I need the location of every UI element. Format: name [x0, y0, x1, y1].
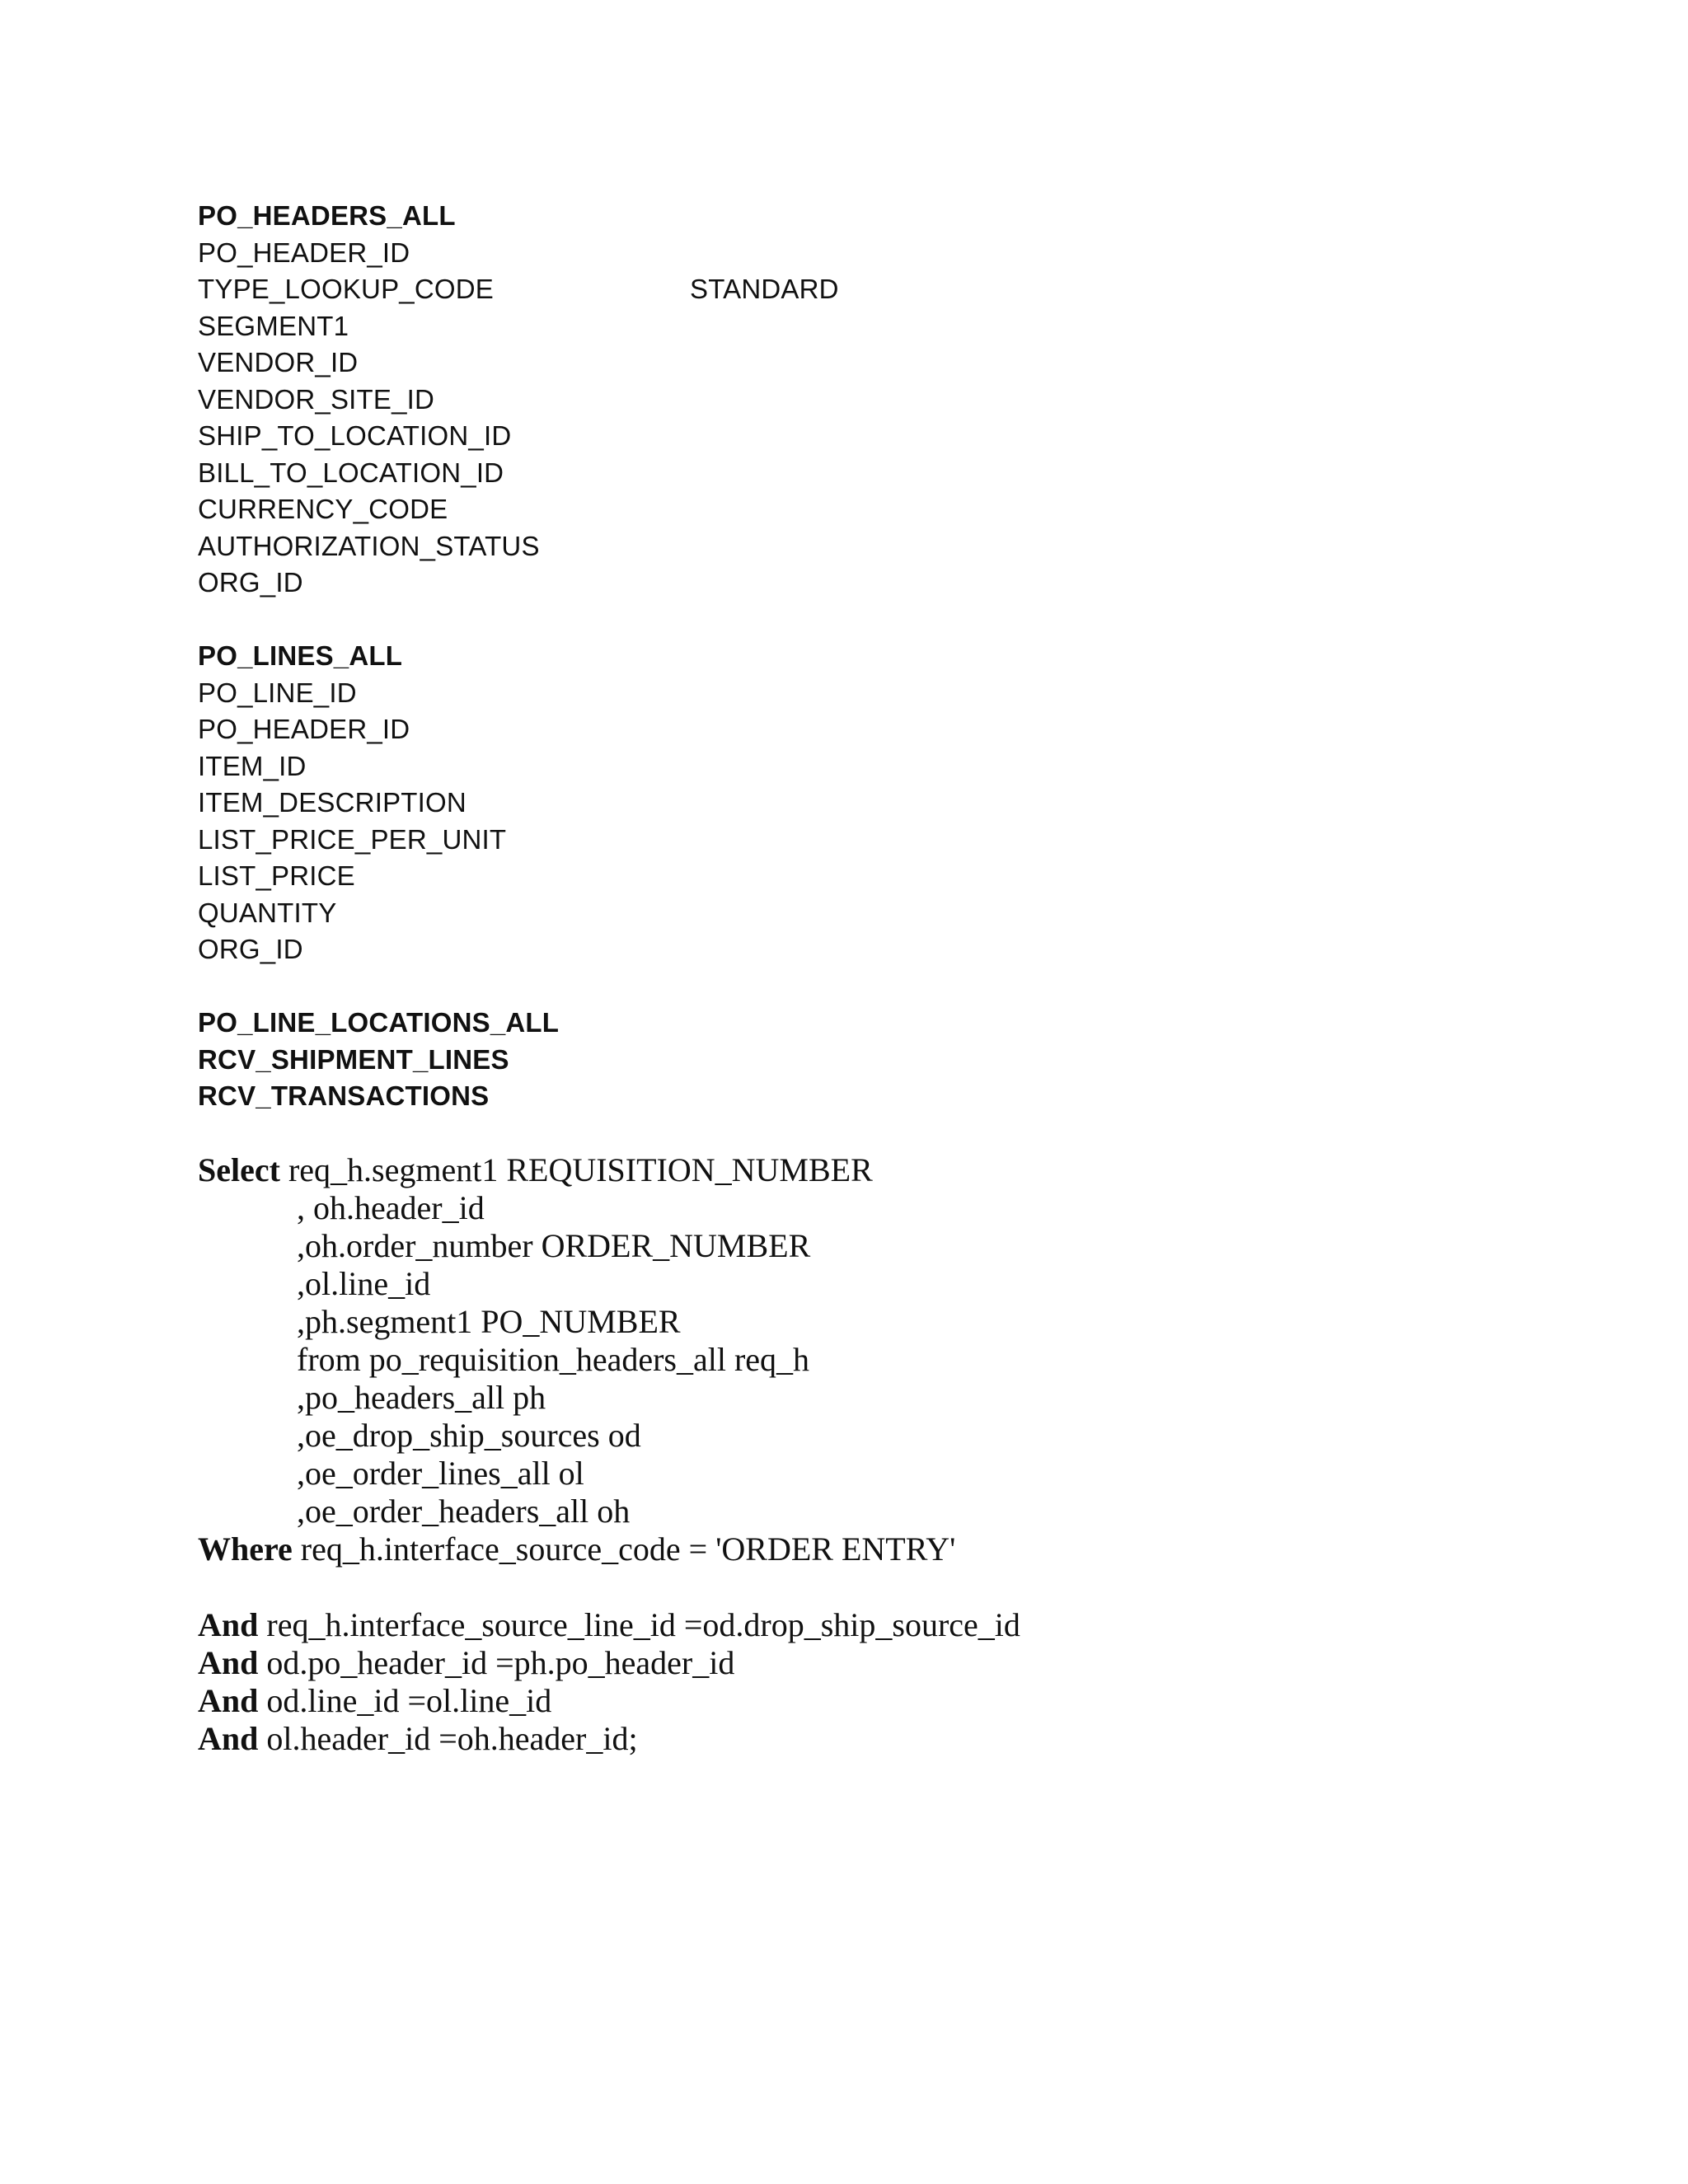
- table-title: PO_LINES_ALL: [198, 640, 403, 671]
- column-name: VENDOR_SITE_ID: [198, 383, 435, 415]
- sql-line: from po_requisition_headers_all req_h: [297, 1340, 810, 1378]
- sql-line: , oh.header_id: [297, 1188, 485, 1226]
- sql-line: ,ol.line_id: [297, 1264, 431, 1302]
- po-headers-all-block: [198, 198, 1484, 602]
- table-title: RCV_TRANSACTIONS: [198, 1080, 490, 1111]
- sql-and-line: [198, 1606, 1484, 1644]
- column-name: ITEM_DESCRIPTION: [198, 787, 467, 818]
- sql-line: ,po_headers_all ph: [297, 1378, 546, 1416]
- sql-line: ,oe_order_lines_all ol: [297, 1454, 584, 1492]
- column-name: BILL_TO_LOCATION_ID: [198, 457, 504, 488]
- sql-text: ol.header_id =oh.header_id;: [266, 1719, 638, 1757]
- column-name: SEGMENT1: [198, 310, 349, 341]
- sql-text: od.po_header_id =ph.po_header_id: [266, 1643, 735, 1681]
- sql-keyword: Where: [198, 1530, 293, 1568]
- column-value: STANDARD: [690, 274, 839, 304]
- column-name: ORG_ID: [198, 934, 303, 964]
- po-lines-all-block: [198, 638, 1484, 968]
- sql-keyword: And: [198, 1719, 259, 1757]
- sql-text: req_h.segment1 REQUISITION_NUMBER: [288, 1151, 873, 1188]
- sql-keyword: And: [198, 1643, 259, 1681]
- sql-line: ,oe_drop_ship_sources od: [297, 1416, 641, 1454]
- column-name: PO_HEADER_ID: [198, 237, 410, 268]
- sql-and-line: [198, 1682, 1484, 1720]
- column-name: PO_HEADER_ID: [198, 714, 410, 744]
- column-name: AUTHORIZATION_STATUS: [198, 530, 540, 561]
- column-name: QUANTITY: [198, 897, 337, 928]
- table-title: RCV_SHIPMENT_LINES: [198, 1043, 509, 1075]
- table-title: PO_HEADERS_ALL: [198, 200, 456, 231]
- column-name: ORG_ID: [198, 567, 303, 598]
- sql-and-line: [198, 1644, 1484, 1682]
- sql-keyword: And: [198, 1681, 259, 1719]
- column-name: CURRENCY_CODE: [198, 494, 448, 524]
- sql-line: ,oe_order_headers_all oh: [297, 1492, 631, 1530]
- other-tables-block: [198, 1005, 1484, 1115]
- column-name: ITEM_ID: [198, 750, 307, 781]
- sql-text: req_h.interface_source_line_id =od.drop_ship_source_id: [266, 1605, 1020, 1643]
- column-name: TYPE_LOOKUP_CODE STANDARD: [198, 271, 1484, 308]
- sql-select-line: [198, 1151, 1484, 1189]
- column-name: LIST_PRICE_PER_UNIT: [198, 823, 507, 855]
- sql-and-line: [198, 1720, 1484, 1758]
- sql-query-block: [198, 1151, 1484, 1758]
- sql-keyword: Select: [198, 1151, 280, 1188]
- column-name: PO_LINE_ID: [198, 677, 357, 708]
- sql-where-line: [198, 1530, 1484, 1568]
- table-title: PO_LINE_LOCATIONS_ALL: [198, 1007, 560, 1038]
- column-name: SHIP_TO_LOCATION_ID: [198, 420, 512, 451]
- column-name: LIST_PRICE: [198, 860, 355, 891]
- sql-line: ,ph.segment1 PO_NUMBER: [297, 1302, 681, 1340]
- column-name: VENDOR_ID: [198, 347, 359, 377]
- sql-keyword: And: [198, 1605, 259, 1643]
- sql-line: ,oh.order_number ORDER_NUMBER: [297, 1226, 811, 1264]
- document-page: [198, 198, 1484, 1758]
- sql-text: od.line_id =ol.line_id: [266, 1681, 552, 1719]
- sql-text: req_h.interface_source_code = 'ORDER ENTRY': [300, 1530, 956, 1568]
